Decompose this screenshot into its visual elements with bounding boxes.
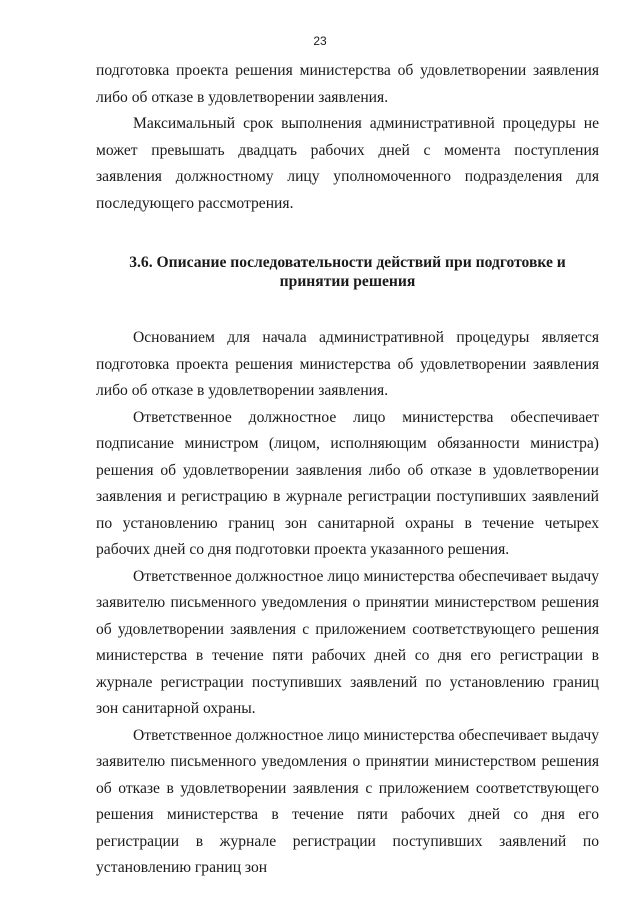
- section-heading: 3.6. Описание последовательности действий при подготовке и принятии решения: [129, 254, 566, 290]
- paragraph-approval-notice: Ответственное должностное лицо министерства обеспечивает выдачу заявителю письменного уведомления о принятии министерством решения об удовлетворении заявления с приложением соответствующего решения министерства в течение пяти рабочих дней со дня его регистрации в журнале регистрации поступивших заявлений по установлению границ зон санитарной охраны.: [96, 567, 599, 717]
- paragraph-continuation: подготовка проекта решения министерства об удовлетворении заявления либо об отказе в удовлетворении заявления.: [96, 62, 599, 106]
- page-number: 23: [313, 34, 327, 48]
- paragraph-signing: Ответственное должностное лицо министерства обеспечивает подписание министром (лицом, исполняющим обязанности министра) решения об удовлетворении заявления либо об отказе в удовлетворении заявления и регистрацию в журнале регистрации поступивших заявлений по установлению границ зон санитарной охраны в течение четырех рабочих дней со дня подготовки проекта указанного решения.: [96, 408, 599, 558]
- paragraph-refusal-notice: Ответственное должностное лицо министерства обеспечивает выдачу заявителю письменного уведомления о принятии министерством решения об отказе в удовлетворении заявления с приложением соответствующего решения министерства в течение пяти рабочих дней со дня его регистрации в журнале регистрации поступивших заявлений по установлению границ зон: [96, 726, 599, 876]
- paragraph-max-term: Максимальный срок выполнения административной процедуры не может превышать двадцать рабочих дней с момента поступления заявления должностному лицу уполномоченного подразделения для последующего рассмотрения.: [96, 115, 599, 212]
- document-body: [96, 58, 599, 882]
- paragraph-basis: Основанием для начала административной процедуры является подготовка проекта решения министерства об удовлетворении заявления либо об отказе в удовлетворении заявления.: [96, 329, 599, 399]
